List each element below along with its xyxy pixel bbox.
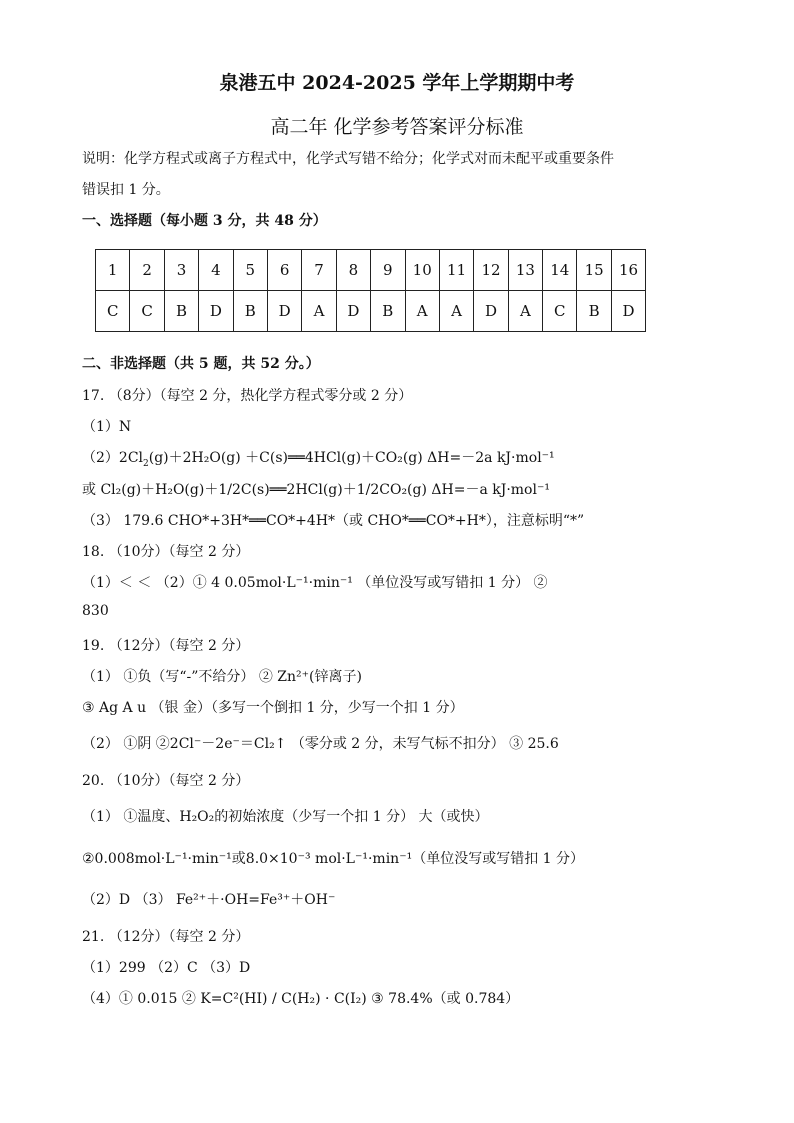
q20-header: 20. （10分）（每空 2 分） <box>82 773 250 789</box>
answer-cell: A <box>439 291 473 332</box>
note-line-2: 错误扣 1 分。 <box>82 182 170 198</box>
question-number-cell: 10 <box>405 250 439 291</box>
question-number-cell: 11 <box>439 250 473 291</box>
answer-cell: B <box>577 291 611 332</box>
page-title: 泉港五中 2024-2025 学年上学期期中考 <box>219 72 575 94</box>
question-number-cell: 2 <box>130 250 164 291</box>
answer-cell: A <box>302 291 336 332</box>
q17-answer-3: （3） 179.6 CHO*+3H*══CO*+4H*（或 CHO*══CO*+H*），注意标明“*” <box>82 513 585 529</box>
question-number-cell: 9 <box>371 250 405 291</box>
note-line-1: 说明：化学方程式或离子方程式中，化学式写错不给分；化学式对而未配平或重要条件 <box>82 151 614 167</box>
answer-cell: D <box>474 291 508 332</box>
answer-cell: D <box>611 291 645 332</box>
q17-answer-2-alt: 或 Cl₂(g)＋H₂O(g)＋1/2C(s)══2HCl(g)＋1/2CO₂(g) ΔH=－a kJ·mol⁻¹ <box>82 482 550 498</box>
q20-answer-3: （2）D （3） Fe²⁺＋·OH=Fe³⁺＋OH⁻ <box>82 892 336 908</box>
subscript: 2 <box>143 458 149 469</box>
answer-cell: B <box>164 291 198 332</box>
answer-cell: D <box>336 291 370 332</box>
question-number-cell: 4 <box>199 250 233 291</box>
q17-answer-1: （1）N <box>82 419 132 435</box>
q17-answer-2-rest: (g)＋2H₂O(g) ＋C(s)══4HCl(g)＋CO₂(g) ΔH=－2a kJ·mol⁻¹ <box>148 450 555 466</box>
q17-header: 17. （8分）（每空 2 分，热化学方程式零分或 2 分） <box>82 388 413 404</box>
question-number-cell: 3 <box>164 250 198 291</box>
q19-answer-1: （1） ①负（写“-”不给分） ② Zn²⁺(锌离子) <box>82 669 362 685</box>
question-number-cell: 14 <box>543 250 577 291</box>
answer-cell: A <box>508 291 542 332</box>
question-number-cell: 5 <box>233 250 267 291</box>
question-number-cell: 7 <box>302 250 336 291</box>
multiple-choice-answer-table <box>95 249 646 332</box>
question-number-cell: 12 <box>474 250 508 291</box>
answer-cell: B <box>233 291 267 332</box>
q21-answer-1: （1）299 （2）C （3）D <box>82 960 251 976</box>
question-number-cell: 6 <box>267 250 301 291</box>
q21-answer-2: （4）① 0.015 ② K=C²(HI) / C(H₂) · C(I₂) ③ 78.4%（或 0.784） <box>82 991 520 1007</box>
answer-cell: D <box>199 291 233 332</box>
q18-answer-1: （1）＜ ＜ （2）① 4 0.05mol·L⁻¹·min⁻¹ （单位没写或写错扣 1 分） ② <box>82 575 548 591</box>
q19-header: 19. （12分）（每空 2 分） <box>82 638 250 654</box>
question-number-cell: 16 <box>611 250 645 291</box>
question-number-cell: 15 <box>577 250 611 291</box>
section2-heading: 二、非选择题（共 5 题，共 52 分。） <box>82 356 320 372</box>
q17-answer-2-prefix: （2）2Cl <box>82 450 144 466</box>
answer-cell: C <box>543 291 577 332</box>
q19-answer-2: ③ Ag A u （银 金）（多写一个倒扣 1 分，少写一个扣 1 分） <box>82 700 464 716</box>
question-number-row <box>96 250 646 291</box>
page-subtitle: 高二年 化学参考答案评分标准 <box>270 116 524 138</box>
q18-answer-1-cont: 830 <box>82 603 109 619</box>
question-number-cell: 13 <box>508 250 542 291</box>
answer-cell: C <box>96 291 130 332</box>
q20-answer-1: （1） ①温度、H₂O₂的初始浓度（少写一个扣 1 分） 大（或快） <box>82 809 489 825</box>
section1-heading: 一、选择题（每小题 3 分，共 48 分） <box>82 213 327 229</box>
q21-header: 21. （12分）（每空 2 分） <box>82 929 250 945</box>
q18-header: 18. （10分）（每空 2 分） <box>82 544 250 560</box>
answer-cell: A <box>405 291 439 332</box>
q20-answer-2: ②0.008mol·L⁻¹·min⁻¹或8.0×10⁻³ mol·L⁻¹·min⁻¹（单位没写或写错扣 1 分） <box>82 851 585 867</box>
question-number-cell: 1 <box>96 250 130 291</box>
q17-answer-2 <box>82 447 555 469</box>
answer-row <box>96 291 646 332</box>
answer-cell: D <box>267 291 301 332</box>
answer-cell: C <box>130 291 164 332</box>
question-number-cell: 8 <box>336 250 370 291</box>
answer-cell: B <box>371 291 405 332</box>
q19-answer-3: （2） ①阴 ②2Cl⁻－2e⁻＝Cl₂↑ （零分或 2 分，未写气标不扣分） ③ 25.6 <box>82 736 559 752</box>
